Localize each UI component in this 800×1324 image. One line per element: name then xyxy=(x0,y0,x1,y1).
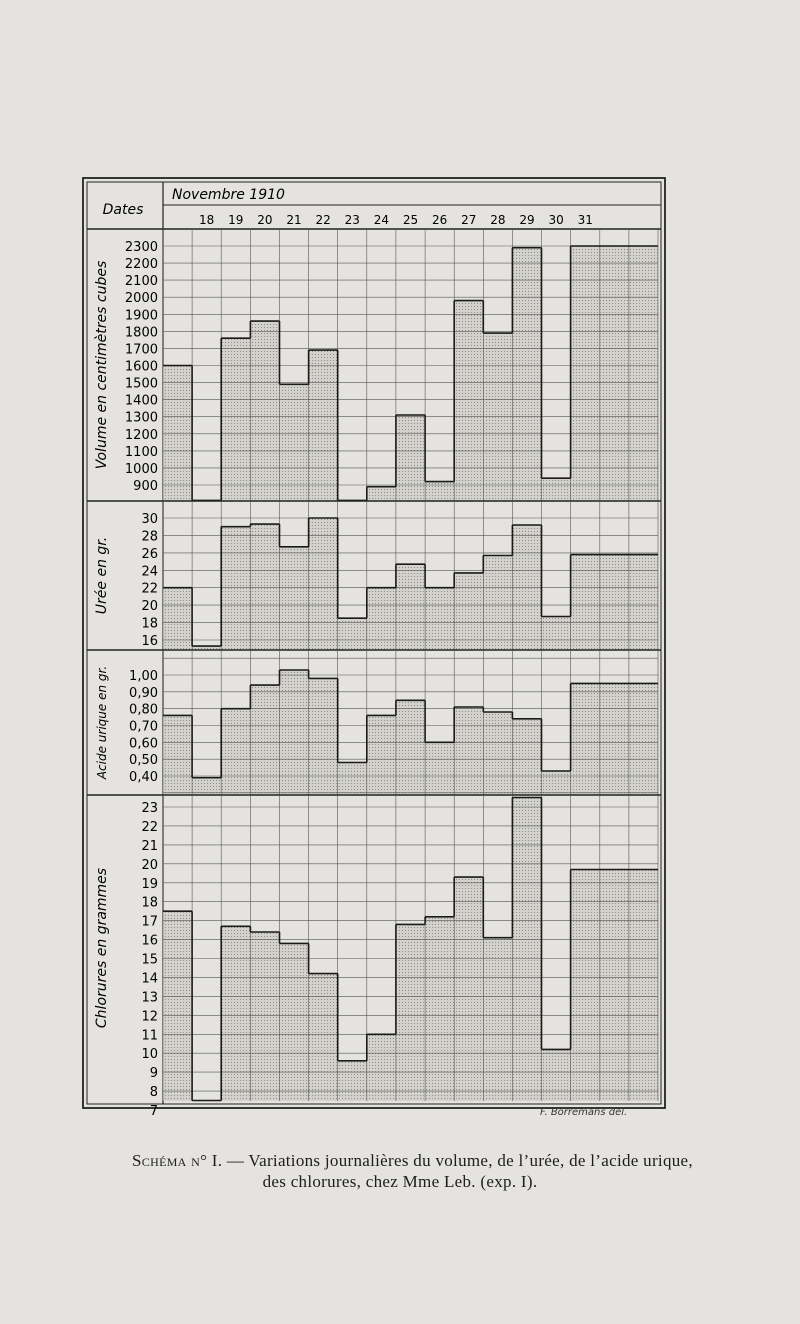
panel-1-tick-label: 2300 xyxy=(124,240,158,255)
panel-4-axis-label: Chlorures en grammes xyxy=(94,867,110,1029)
panel-4-tick-label: 21 xyxy=(141,838,158,854)
panel-4-tick-label: 13 xyxy=(141,990,158,1006)
panel-4-tick-label: 8 xyxy=(149,1085,158,1101)
date-label-24: 24 xyxy=(373,213,390,227)
panel-2-tick-label: 22 xyxy=(141,581,158,597)
panel-1-tick-label: 2000 xyxy=(124,291,158,307)
panel-2-tick-label: 26 xyxy=(141,546,158,562)
date-label-28: 28 xyxy=(490,213,506,227)
panel-4-tick-label: 23 xyxy=(141,801,158,816)
panel-2-tick-label: 20 xyxy=(141,599,158,615)
panel-3-tick-label: 0,60 xyxy=(129,736,158,752)
panel-2-axis-label: Urée en gr. xyxy=(94,536,110,615)
panel-4-tick-label: 17 xyxy=(141,914,158,930)
panel-3-tick-label: 1,00 xyxy=(129,669,158,684)
panel-1-tick-label: 2200 xyxy=(124,257,158,273)
figure-caption xyxy=(20,1150,780,1192)
date-label-29: 29 xyxy=(519,213,535,227)
date-label-23: 23 xyxy=(344,213,360,227)
panel-4-tick-label: 7 xyxy=(149,1104,158,1119)
panel-1-tick-label: 1500 xyxy=(124,376,158,392)
panel-1-tick-label: 1700 xyxy=(124,342,158,358)
panel-1-tick-label: 1600 xyxy=(124,359,158,375)
panel-4-fill xyxy=(163,798,658,1102)
date-label-27: 27 xyxy=(461,213,477,227)
caption-line-2: des chlorures, chez Mme Leb. (exp. I). xyxy=(262,1172,538,1191)
date-label-18: 18 xyxy=(199,213,215,227)
panel-4-tick-label: 20 xyxy=(141,857,158,873)
illustrator-signature: F. Borremans del. xyxy=(540,1107,628,1118)
date-label-31: 31 xyxy=(577,213,593,227)
panel-1-axis-label: Volume en centimètres cubes xyxy=(94,260,110,470)
panel-1-tick-label: 1000 xyxy=(124,461,158,477)
panel-3-tick-label: 0,40 xyxy=(129,770,158,785)
panel-4-tick-label: 14 xyxy=(141,971,158,987)
date-label-30: 30 xyxy=(548,213,564,227)
panel-1-tick-label: 900 xyxy=(133,479,158,494)
panel-2-tick-label: 16 xyxy=(141,634,158,649)
panel-2-tick-label: 30 xyxy=(141,512,158,527)
month-header: Novembre 1910 xyxy=(172,187,285,203)
dates-header: Dates xyxy=(102,202,144,218)
panel-4-tick-label: 18 xyxy=(141,895,158,911)
panel-1-tick-label: 1800 xyxy=(124,325,158,341)
panel-2-fill xyxy=(163,518,658,650)
caption-line-1-text: — Variations journalières du volume, de l’urée, de l’acide urique, xyxy=(222,1151,693,1170)
panel-3-tick-label: 0,50 xyxy=(129,753,158,769)
panel-2-tick-label: 18 xyxy=(141,616,158,632)
panel-4-tick-label: 11 xyxy=(141,1028,158,1044)
date-label-26: 26 xyxy=(431,213,448,227)
panel-2-tick-label: 28 xyxy=(141,529,158,545)
panel-4-tick-label: 10 xyxy=(141,1047,158,1063)
panel-1-tick-label: 1200 xyxy=(124,427,158,443)
caption-prefix: Schéma n° I. xyxy=(132,1151,223,1170)
panel-4-tick-label: 22 xyxy=(141,819,158,835)
panel-1-tick-label: 1300 xyxy=(124,410,158,426)
panel-3-tick-label: 0,70 xyxy=(129,719,158,735)
panel-1-fill xyxy=(163,246,658,501)
panel-4-tick-label: 15 xyxy=(141,952,158,968)
panel-4-tick-label: 19 xyxy=(141,876,158,892)
panel-1-tick-label: 2100 xyxy=(124,274,158,290)
panel-3-tick-label: 0,90 xyxy=(129,685,158,701)
date-label-20: 20 xyxy=(257,213,273,227)
date-label-19: 19 xyxy=(228,213,244,227)
panel-4-tick-label: 16 xyxy=(141,933,158,949)
panel-4-tick-label: 12 xyxy=(141,1009,158,1025)
panel-1-tick-label: 1400 xyxy=(124,393,158,409)
panel-4-tick-label: 9 xyxy=(149,1066,158,1082)
date-label-25: 25 xyxy=(402,213,419,227)
panel-3-axis-label: Acide urique en gr. xyxy=(95,665,109,780)
date-label-21: 21 xyxy=(286,213,302,227)
panel-3-tick-label: 0,80 xyxy=(129,702,158,718)
panel-2-tick-label: 24 xyxy=(141,564,158,580)
caption-line-1 xyxy=(20,1150,780,1171)
panel-1-tick-label: 1900 xyxy=(124,308,158,324)
panel-1-tick-label: 1100 xyxy=(124,444,158,460)
date-label-22: 22 xyxy=(315,213,331,227)
